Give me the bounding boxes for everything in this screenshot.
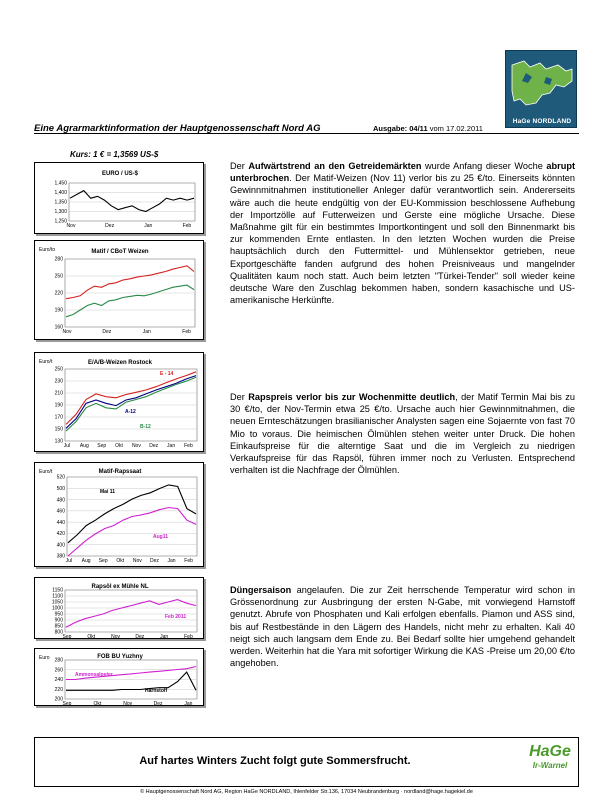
x-tick-label: Jan (167, 443, 176, 449)
y-tick-label: 260 (54, 667, 63, 674)
y-tick-label: 250 (54, 366, 63, 373)
y-tick-label: 1100 (52, 593, 63, 600)
chart-title: Matif-Rapssaat (98, 469, 142, 475)
y-tick-label: 210 (54, 390, 63, 397)
edition-info (373, 124, 483, 133)
x-tick-label: Sep (62, 701, 72, 707)
chart-weizen (34, 240, 204, 340)
y-tick-label: 280 (54, 256, 63, 263)
article-getreide (230, 160, 575, 306)
y-tick-label: 480 (56, 497, 65, 504)
x-tick-label: Feb (182, 223, 192, 229)
chart-title: Matif / CBoT Weizen (91, 249, 149, 255)
y-tick-label: 200 (54, 696, 63, 703)
x-tick-label: Okt (93, 701, 102, 707)
chart-title: EURO / US-$ (101, 171, 139, 177)
y-tick-label: 130 (54, 438, 63, 445)
x-tick-label: Sep (98, 558, 108, 564)
y-tick-label: 1050 (51, 599, 63, 606)
article-text-segment: Düngersaison (230, 585, 292, 595)
chart-rapssaat (34, 462, 204, 567)
x-tick-label: Dez (149, 558, 159, 564)
footer-address: © Hauptgenossenschaft Nord AG, Region HaGe NORDLAND, Ihlenfelder Str.136, 17034 Neubrandenburg · nordland@hage.hagekiel.de (140, 789, 473, 795)
x-tick-label: Feb (184, 634, 193, 640)
x-tick-label: Nov (132, 558, 142, 564)
company-logo (505, 50, 577, 128)
x-tick-label: Okt (87, 634, 96, 640)
series-line (66, 372, 196, 425)
x-tick-label: Sep (97, 443, 107, 449)
x-tick-label: Jul (63, 443, 71, 449)
y-tick-label: 800 (54, 629, 63, 636)
y-tick-label: 160 (54, 324, 63, 331)
article-raps (230, 391, 575, 476)
x-tick-label: Jan (167, 558, 176, 564)
chart-title: E/A/B-Weizen Rostock (88, 360, 152, 366)
y-tick-label: 1000 (51, 605, 63, 612)
y-tick-label: 150 (54, 426, 63, 433)
y-tick-label: 250 (54, 273, 63, 280)
chart-unit: Euro (39, 655, 50, 661)
footer-logo-small: Ir-Warnel (532, 761, 568, 770)
y-tick-label: 230 (54, 378, 63, 385)
series-line (70, 191, 194, 212)
y-tick-label: 1150 (52, 587, 63, 594)
x-tick-label: Sep (62, 634, 72, 640)
exchange-rate: Kurs: 1 € = 1,3569 US-$ (70, 150, 159, 159)
footer-logo (525, 743, 575, 781)
plot-area (65, 590, 197, 632)
header-divider (34, 133, 579, 134)
y-tick-label: 190 (54, 402, 63, 409)
y-tick-label: 1,300 (54, 209, 67, 216)
y-tick-label: 170 (54, 414, 63, 421)
y-tick-label: 380 (56, 553, 65, 560)
y-tick-label: 520 (56, 474, 65, 481)
chart-unit: Euro/to (39, 247, 56, 253)
article-text-segment: Der (230, 392, 249, 402)
y-tick-label: 400 (56, 542, 65, 549)
edition-date: vom 17.02.2011 (427, 124, 483, 133)
article-text-segment: wurde Anfang dieser Woche (421, 161, 547, 171)
y-tick-label: 440 (56, 519, 65, 526)
y-tick-label: 240 (54, 677, 63, 684)
x-tick-label: Nov (111, 634, 121, 640)
edition-label: Ausgabe: 04/11 (373, 124, 428, 133)
x-tick-label: Dez (102, 329, 112, 335)
x-tick-label: Nov (131, 443, 141, 449)
footer-logo-big: HaGe (529, 743, 571, 760)
x-tick-label: Nov (123, 701, 133, 707)
y-tick-label: 850 (54, 623, 63, 630)
x-tick-label: Dez (149, 443, 159, 449)
article-text-segment: , der Matif Termin Mai bis zu 30 €/to, der Nov-Termin etwa 25 €/to. Ursache auch hier Gewinnmitnahmen, die neuen Ernteschätzungen brasilianischer Analysten sagen eine Sojaernte von fast 70 Mio to voraus. Die heimischen Ölmühlen stehen weiter unter Druck. Die hohen Einkaufspreise für die alterntige Saat und die im Vergleich zu niedrigen Verkaufspreise für das Rapsöl, führen immer noch zu Verlusten. Entsprechend verhalten ist die Nachfrage der Ölmühlen. (230, 392, 576, 476)
article-duenger (230, 584, 575, 669)
chart-euro-usd (34, 162, 204, 234)
y-tick-label: 190 (54, 307, 63, 314)
y-tick-label: 280 (54, 657, 63, 664)
y-tick-label: 1,450 (54, 180, 67, 187)
logo-text: HaGe NORDLAND (512, 118, 572, 125)
page-title: Eine Agrarmarktinformation der Hauptgenossenschaft Nord AG (34, 123, 321, 134)
series-line (66, 266, 194, 299)
x-tick-label: Dez (135, 634, 145, 640)
chart-title: Rapsöl ex Mühle NL (91, 584, 149, 590)
series-line (68, 485, 196, 543)
x-tick-label: Jan (144, 223, 153, 229)
x-tick-label: Feb (184, 443, 193, 449)
series-label: E - 14 (160, 371, 174, 377)
x-tick-label: Okt (115, 443, 123, 449)
y-tick-label: 460 (56, 508, 65, 515)
chart-rapsoel (34, 577, 204, 639)
y-tick-label: 220 (54, 686, 63, 693)
x-tick-label: Jul (65, 558, 73, 564)
series-label: Ammonsalpeter (75, 672, 113, 678)
y-tick-label: 900 (54, 617, 63, 624)
footer-slogan: Auf hartes Winters Zucht folgt gute Sommersfrucht. (139, 755, 411, 767)
chart-unit: Euro/t (39, 359, 53, 365)
x-tick-label: Feb (182, 329, 191, 335)
article-text-segment: abrupt unterbrochen (230, 161, 576, 184)
y-tick-label: 950 (54, 611, 63, 618)
article-text-segment: Aufwärtstrend an den Getreidemärkten (248, 161, 422, 171)
article-text-segment: Rapspreis verlor bis zur Wochenmitte deutlich (248, 392, 456, 402)
chart-rostock (34, 352, 204, 452)
series-line (66, 376, 196, 429)
series-label: Harnstoff (145, 688, 168, 694)
x-tick-label: Jan (184, 701, 193, 707)
series-label: B-12 (140, 424, 151, 430)
article-text-segment: angelaufen. Die zur Zeit herrschende Temperatur wird schon in Grössenordnung zur Ausbringung der ersten N-Gabe, mit vorwiegend Harnstoff genutzt. Abrufe von Phosphaten und Kali erfolgen ebenfalls. Piamon und ASS sind, bis auf Restbestände in den Lägern des Handels, nicht mehr zu erhalten. Kali 40 neigt sich auch langsam dem Ende zu. Bei Bedarf sollte hier umgehend gehandelt werden. Weiterhin hat die Yara mit sofortiger Wirkung die KAS -Preise um 20,00 €/to angehoben. (230, 585, 575, 669)
article-text-segment: Der (230, 161, 249, 171)
y-tick-label: 1,400 (54, 190, 67, 197)
x-tick-label: Aug (79, 443, 89, 449)
y-tick-label: 1,250 (54, 218, 67, 225)
y-tick-label: 220 (54, 290, 63, 297)
x-tick-label: Jan (160, 634, 169, 640)
series-line (66, 285, 194, 317)
x-tick-label: Nov (66, 223, 76, 229)
chart-unit: Euro/t (39, 469, 53, 475)
article-text-segment: . Der Matif-Weizen (Nov 11) verlor bis zu 25 €/to. Einerseits könnten Gewinnmitnahmen institutioneller Anleger dafür verantwortlich sein. Andererseits wäre auch die heute endgültig von der EU-Kommission beschlossene Aufhebung der Importzölle auf Futterweizen und Gerste eine mögliche Ursache. Diese Maßnahme gilt für ein bestimmtes Importkontingent und soll den Binnenmarkt bis zur kommenden Ernte entlasten. In den letzten Wochen wurden die Preise hauptsächlich durch den Futtermittel- und Mühlensektor getrieben, neue Exportgeschäfte fanden aufgrund des hohen Preisniveaus und mangelnder Qualitäten kaum noch statt. Auch beim letzten "Türkei-Tender" soll wieder keine deutsche Ware den Zuschlag bekommen haben, sondern kasachische und US-amerikanische Herkünfte. (230, 173, 575, 306)
series-label: Aug11 (153, 534, 169, 540)
series-line (68, 508, 196, 557)
chart-fob (34, 648, 204, 706)
y-tick-label: 1,350 (54, 199, 67, 206)
x-tick-label: Jan (142, 329, 151, 335)
series-label: Feb 2011 (165, 614, 187, 620)
series-label: A-12 (125, 409, 136, 415)
series-label: Mai 11 (100, 489, 116, 495)
y-tick-label: 500 (56, 485, 65, 492)
footer-box (34, 737, 579, 787)
x-tick-label: Okt (116, 558, 125, 564)
y-tick-label: 420 (56, 531, 65, 538)
x-tick-label: Feb (184, 558, 193, 564)
chart-title: FOB BU Yuzhny (97, 654, 143, 660)
x-tick-label: Dez (105, 223, 115, 229)
x-tick-label: Aug (81, 558, 91, 564)
x-tick-label: Nov (62, 329, 72, 335)
x-tick-label: Dez (153, 701, 163, 707)
